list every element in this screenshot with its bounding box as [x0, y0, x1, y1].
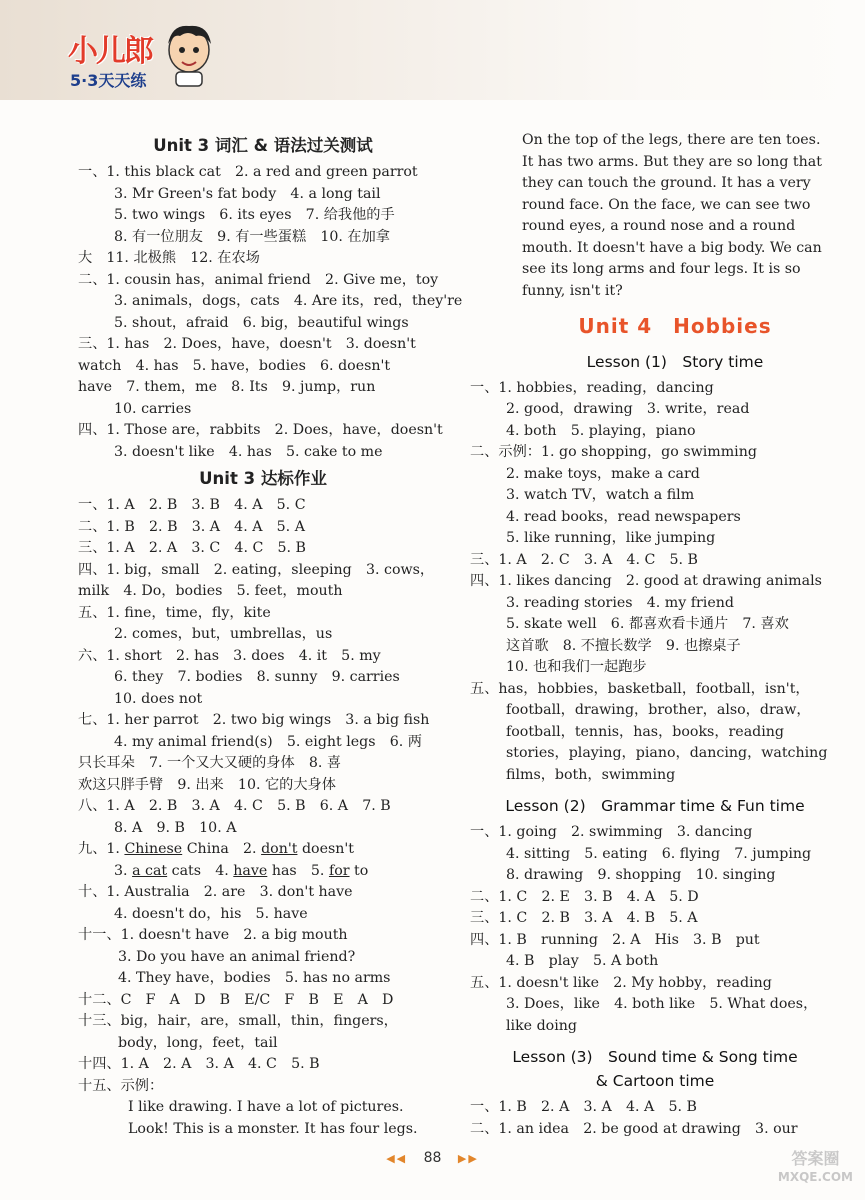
answer-line: 四、1. Those are，rabbits 2. Does，have，doesn't: [78, 422, 443, 438]
answer-line: 一、1. B 2. A 3. A 4. A 5. B: [470, 1099, 697, 1115]
answer-line: 四、1. B running 2. A His 3. B put: [470, 931, 760, 948]
essay-line: round eyes, a round nose and a round: [522, 218, 796, 234]
text: cats 4.: [171, 862, 229, 879]
answer-line: 4. They have，bodies 5. has no arms: [118, 970, 391, 986]
answer-line: 8. 有一位朋友 9. 有一些蛋糕 10. 在加拿: [114, 228, 390, 245]
answer-line: 二、1. an idea 2. be good at drawing 3. our: [470, 1120, 798, 1137]
answer-line: 四、1. big，small 2. eating，sleeping 3. cows，: [78, 561, 435, 578]
essay-line: round face. On the face, we can see two: [522, 196, 811, 213]
page-number: 88: [423, 1150, 442, 1166]
underlined-word: Chinese: [124, 841, 183, 857]
essay-line: On the top of the legs, there are ten toes.: [522, 132, 821, 148]
text: 九、1.: [78, 841, 120, 857]
answer-line: 六、1. short 2. has 3. does 4. it 5. my: [78, 647, 381, 664]
essay-line: It has two arms. But they are so long that: [522, 153, 822, 170]
essay-line: I like drawing. I have a lot of pictures.: [128, 1099, 404, 1115]
answer-line: 二、1. cousin has，animal friend 2. Give me，toy: [78, 271, 439, 288]
answer-line: 十一、1. doesn't have 2. a big mouth: [78, 927, 348, 943]
answer-line: 欢这只胖手臂 9. 出来 10. 它的大身体: [78, 776, 336, 793]
answer-line: football，tennis，has，books，reading: [506, 723, 784, 740]
answer-line: 2. good，drawing 3. write，read: [506, 401, 750, 417]
answer-line: like doing: [506, 1017, 577, 1034]
answer-line: 一、1. going 2. swimming 3. dancing: [470, 824, 753, 840]
answer-line: 2. make toys，make a card: [506, 465, 700, 482]
answer-line: have 7. them，me 8. Its 9. jump，run: [78, 379, 376, 395]
text: has 5.: [271, 862, 325, 879]
answer-line: stories，playing，piano，dancing，watching: [506, 745, 828, 761]
answer-line-q9: [78, 839, 448, 861]
answer-line: 3. Does，like 4. both like 5. What does，: [506, 996, 818, 1012]
right-arrows-icon: ▶▶: [457, 1152, 479, 1165]
logo: [58, 20, 248, 95]
text: China 2.: [186, 841, 257, 857]
text: doesn't: [301, 841, 355, 857]
answer-line: 4. read books，read newspapers: [506, 508, 741, 525]
answer-line: 10. does not: [114, 690, 203, 707]
underlined-word: for: [328, 862, 350, 879]
answer-line: 二、1. C 2. E 3. B 4. A 5. D: [470, 888, 699, 905]
answer-line: 5. two wings 6. its eyes 7. 给我他的手: [114, 207, 395, 223]
unit-title: Unit 4 Hobbies: [578, 314, 772, 338]
left-column: [78, 130, 463, 1140]
essay-line: mouth. It doesn't have a big body. We can: [522, 239, 822, 256]
answer-line: 十五、示例：: [78, 1077, 164, 1094]
answer-line: 5. shout，afraid 6. big，beautiful wings: [114, 314, 409, 331]
answer-line: 五、1. doesn't like 2. My hobby，reading: [470, 974, 772, 991]
answer-line: 三、1. has 2. Does，have，doesn't 3. doesn't: [78, 336, 416, 352]
underlined-word: have: [233, 862, 268, 879]
answer-line: 只长耳朵 7. 一个又大又硬的身体 8. 喜: [78, 755, 342, 771]
essay-line: they can touch the ground. It has a very: [522, 175, 811, 191]
text: 3.: [114, 862, 128, 879]
answer-line: 一、1. this black cat 2. a red and green parrot: [78, 164, 418, 180]
answer-line: 四、1. likes dancing 2. good at drawing animals: [470, 573, 822, 589]
section-title-unit3-test: Unit 3 词汇 & 语法过关测试: [153, 136, 373, 155]
underlined-word: a cat: [132, 862, 168, 879]
answer-line: 一、1. A 2. B 3. B 4. A 5. C: [78, 497, 306, 513]
left-arrows-icon: ◀◀: [386, 1152, 408, 1165]
essay-line: Look! This is a monster. It has four legs.: [128, 1120, 418, 1137]
underlined-word: don't: [261, 841, 298, 857]
answer-line: 3. watch TV，watch a film: [506, 487, 695, 503]
page-footer: [0, 1150, 865, 1166]
answer-line: films，both，swimming: [506, 766, 676, 783]
answer-line: 三、1. A 2. A 3. C 4. C 5. B: [78, 540, 306, 556]
lesson-title: Lesson (1) Story time: [586, 352, 764, 371]
answer-line: 10. carries: [114, 400, 192, 417]
answer-line: 4. my animal friend(s) 5. eight legs 6. 两: [114, 733, 422, 750]
answer-line: 五、has，hobbies，basketball，football，isn't，: [470, 680, 810, 697]
answer-line: 6. they 7. bodies 8. sunny 9. carries: [114, 669, 400, 685]
watermark-line: 答案圈: [791, 1149, 840, 1168]
lesson-title: Lesson (2) Grammar time & Fun time: [505, 797, 805, 815]
answer-line: 10. 也和我们一起跑步: [506, 659, 647, 675]
text: to: [354, 862, 369, 879]
answer-line: 十二、C F A D B E/C F B E A D: [78, 991, 394, 1008]
answer-line: 3. Do you have an animal friend?: [118, 948, 356, 965]
lesson-title: Lesson (3) Sound time & Song time: [512, 1048, 798, 1066]
lesson-title: & Cartoon time: [595, 1072, 715, 1090]
answer-line: 一、1. hobbies，reading，dancing: [470, 379, 714, 396]
answer-line: 8. A 9. B 10. A: [114, 819, 237, 836]
answer-line: 3. doesn't like 4. has 5. cake to me: [114, 443, 383, 460]
mascot-boy-icon: [158, 20, 220, 88]
answer-line: 十三、big，hair，are，small，thin，fingers，: [78, 1013, 398, 1029]
answer-line: 4. B play 5. A both: [506, 953, 659, 969]
answer-line: 5. like running，like jumping: [506, 530, 716, 546]
answer-line: 七、1. her parrot 2. two big wings 3. a big fish: [78, 712, 430, 728]
answer-line: football，drawing，brother，also，draw，: [506, 702, 811, 718]
logo-title: 小儿郎: [68, 34, 152, 69]
section-title-unit3-homework: Unit 3 达标作业: [199, 469, 327, 488]
answer-line: 4. sitting 5. eating 6. flying 7. jumping: [506, 845, 812, 862]
answer-line: 3. animals，dogs，cats 4. Are its，red，they're: [114, 293, 463, 309]
answer-line: 八、1. A 2. B 3. A 4. C 5. B 6. A 7. B: [78, 798, 391, 814]
answer-line: 5. skate well 6. 都喜欢看卡通片 7. 喜欢: [506, 616, 789, 632]
logo-subtitle: 5·3天天练: [70, 71, 147, 90]
answer-line: 3. reading stories 4. my friend: [506, 594, 734, 611]
answer-line: 4. doesn't do，his 5. have: [114, 905, 308, 922]
answer-line: 三、1. A 2. C 3. A 4. C 5. B: [470, 551, 698, 568]
answer-line: 这首歌 8. 不擅长数学 9. 也擦桌子: [506, 637, 741, 654]
watermark: [778, 1150, 853, 1186]
answer-line: body，long，feet，tail: [118, 1034, 278, 1051]
essay-line: funny, isn't it?: [522, 282, 623, 299]
answer-line-q9b: [78, 861, 448, 883]
answer-line: 8. drawing 9. shopping 10. singing: [506, 867, 776, 883]
answer-line: 3. Mr Green's fat body 4. a long tail: [114, 185, 381, 202]
answer-line: 大 11. 北极熊 12. 在农场: [78, 250, 260, 266]
answer-line: milk 4. Do，bodies 5. feet，mouth: [78, 583, 343, 599]
answer-line: 二、1. B 2. B 3. A 4. A 5. A: [78, 518, 305, 535]
right-column: [470, 130, 840, 1140]
essay-line: see its long arms and four legs. It is so: [522, 261, 801, 277]
answer-line: 十四、1. A 2. A 3. A 4. C 5. B: [78, 1056, 320, 1072]
answer-line: 2. comes，but，umbrellas，us: [114, 626, 333, 642]
watermark-line: MXQE.COM: [777, 1170, 853, 1184]
answer-line: watch 4. has 5. have，bodies 6. doesn't: [78, 357, 391, 374]
answer-line: 三、1. C 2. B 3. A 4. B 5. A: [470, 910, 698, 926]
answer-line: 二、示例：1. go shopping，go swimming: [470, 444, 757, 460]
answer-line: 五、1. fine，time，fly，kite: [78, 604, 271, 621]
answer-line: 4. both 5. playing，piano: [506, 422, 696, 439]
answer-line: 十、1. Australia 2. are 3. don't have: [78, 884, 353, 900]
